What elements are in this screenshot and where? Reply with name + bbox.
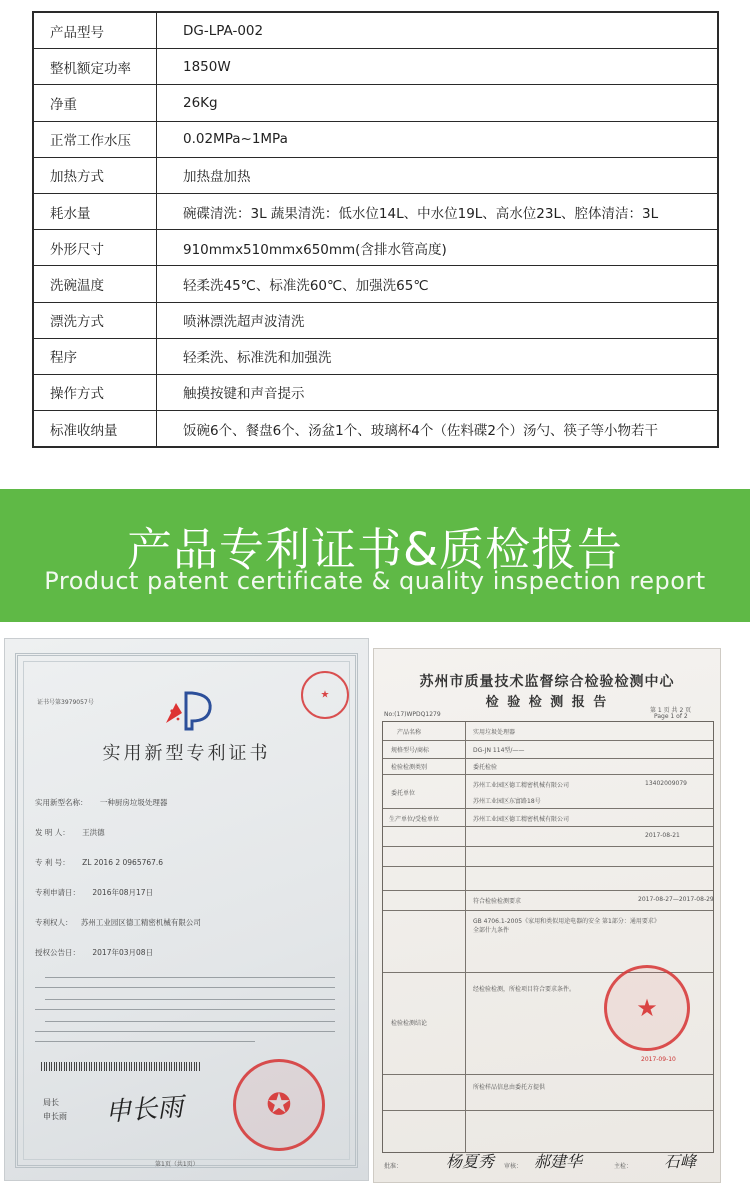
client-value: 苏州工业园区德工精密机械有限公司 (473, 782, 570, 789)
report-number: No:(17)WPDQ1279 (384, 711, 441, 718)
report-page-en: Page 1 of 2 (654, 713, 688, 720)
spec-row (33, 338, 718, 374)
spec-value: 碗碟清洗：3L 蔬果清洗：低水位14L、中水位19L、高水位23L、腔体清洁：3L (157, 193, 719, 229)
inventor-label: 发 明 人： (35, 828, 70, 837)
basis-value-2: 全部什九条件 (473, 927, 510, 934)
spec-row (33, 193, 718, 229)
test-date: 2017-08-27—2017-08-29 (638, 896, 714, 903)
spec-row (33, 374, 718, 410)
seal-date: 2017-09-10 (641, 1056, 676, 1063)
spec-label: 正常工作水压 (33, 121, 157, 157)
model-value: DG-JN 114型/—— (473, 747, 525, 754)
spec-label: 产品型号 (33, 12, 157, 49)
spec-value: 轻柔洗45℃、标准洗60℃、加强洗65℃ (157, 266, 719, 302)
barcode (41, 1062, 201, 1071)
grant-date-label: 授权公告日： (35, 948, 80, 957)
remark-value: 所检样品信息由委托方提供 (473, 1084, 546, 1091)
director-label: 局长 (43, 1098, 59, 1107)
spec-value: 触摸按键和声音提示 (157, 374, 719, 410)
seal-top-right: ★ (301, 671, 349, 719)
report-title: 检 验 检 测 报 告 (485, 695, 609, 710)
spec-value: 1850W (157, 49, 719, 85)
tested-signature: 石峰 (664, 1152, 697, 1171)
owner-label: 专利权人： (35, 918, 73, 927)
spec-label: 程序 (33, 338, 157, 374)
patent-number-label: 专 利 号： (35, 858, 70, 867)
spec-label: 耗水量 (33, 193, 157, 229)
spec-value: 0.02MPa~1MPa (157, 121, 719, 157)
spec-row (33, 49, 718, 85)
certificates-area (0, 622, 750, 1183)
phone-value: 13402009079 (645, 780, 687, 787)
spec-row (33, 230, 718, 266)
audit-label: 审核： (504, 1163, 523, 1170)
spec-value: 轻柔洗、标准洗和加强洗 (157, 338, 719, 374)
spec-row (33, 411, 718, 448)
owner-value: 苏州工业园区德工精密机械有限公司 (80, 918, 201, 927)
grant-date-value: 2017年03月08日 (92, 948, 154, 957)
certificate-title: 实用新型专利证书 (102, 743, 271, 764)
address-value: 苏州工业园区东富路18号 (473, 798, 541, 805)
audit-signature: 郝建华 (534, 1152, 583, 1171)
report-org: 苏州市质量技术监督综合检验检测中心 (419, 674, 675, 690)
national-seal: ✪ (233, 1059, 325, 1151)
apply-date-value: 2016年08月17日 (92, 888, 154, 897)
director-name-label: 申长雨 (43, 1112, 67, 1121)
name-label: 实用新型名称： (35, 798, 88, 807)
type-label: 检验检测类别 (391, 764, 428, 771)
spec-row (33, 85, 718, 121)
conclusion-value: 经检验检测，所检项目符合要求条件。 (473, 986, 576, 993)
conclusion-label: 检验检测结论 (391, 1020, 428, 1027)
report-table (382, 721, 714, 1153)
patent-number-value: ZL 2016 2 0965767.6 (82, 858, 164, 867)
spec-value: 喷淋漂洗超声波清洗 (157, 302, 719, 338)
spec-label: 操作方式 (33, 374, 157, 410)
spec-value: 饭碗6个、餐盘6个、汤盆1个、玻璃杯4个（佐料碟2个）汤勺、筷子等小物若干 (157, 411, 719, 448)
spec-value: 910mmx510mmx650mm(含排水管高度) (157, 230, 719, 266)
spec-label: 整机额定功率 (33, 49, 157, 85)
spec-label: 加热方式 (33, 157, 157, 193)
spec-row (33, 121, 718, 157)
spec-label: 漂洗方式 (33, 302, 157, 338)
banner-title-en: Product patent certificate & quality inspection report (44, 567, 706, 595)
spec-table (32, 11, 719, 448)
spec-row (33, 12, 718, 49)
spec-label: 净重 (33, 85, 157, 121)
cert-number: 证书号第3979057号 (37, 699, 94, 706)
spec-value: 26Kg (157, 85, 719, 121)
spec-row (33, 157, 718, 193)
patent-office-logo-icon (162, 689, 220, 731)
approved-signature: 杨夏秀 (446, 1152, 495, 1171)
patent-certificate-image (5, 639, 368, 1180)
type-value: 委托检验 (473, 764, 498, 771)
name-value: 一种厨房垃圾处理器 (99, 798, 168, 807)
inspection-report-image (374, 649, 720, 1182)
basis-value: GB 4706.1-2005《家用和类似用途电器的安全 第1部分：通用要求》 (473, 918, 660, 925)
client-label: 委托单位 (391, 790, 416, 797)
spec-label: 洗碗温度 (33, 266, 157, 302)
maker-value: 苏州工业园区德工精密机械有限公司 (473, 816, 570, 823)
sampling-date: 2017-08-21 (645, 832, 680, 839)
inventor-value: 王洪德 (82, 828, 105, 837)
certificate-page-footer: 第1页（共1页） (155, 1161, 199, 1168)
report-page-number: 第 1 页 共 2 页 (650, 707, 692, 714)
spec-value: DG-LPA-002 (157, 12, 719, 49)
inspection-seal: ★ (604, 965, 690, 1051)
apply-date-label: 专利申请日： (35, 888, 80, 897)
spec-row (33, 302, 718, 338)
director-signature: 申长雨 (104, 1092, 185, 1128)
spec-value: 加热盘加热 (157, 157, 719, 193)
model-label: 规格型号/商标 (391, 747, 430, 754)
spec-label: 标准收纳量 (33, 411, 157, 448)
spec-row (33, 266, 718, 302)
product-value: 实用垃圾处理器 (473, 729, 516, 736)
product-label: 产品名称 (397, 729, 422, 736)
state-value: 符合检验检测要求 (473, 898, 522, 905)
tested-label: 主检： (614, 1163, 633, 1170)
spec-label: 外形尺寸 (33, 230, 157, 266)
banner-title-cn: 产品专利证书&质检报告 (126, 523, 624, 576)
approved-label: 批准： (384, 1163, 403, 1170)
maker-label: 生产单位/受检单位 (389, 816, 440, 823)
section-banner (0, 489, 750, 622)
